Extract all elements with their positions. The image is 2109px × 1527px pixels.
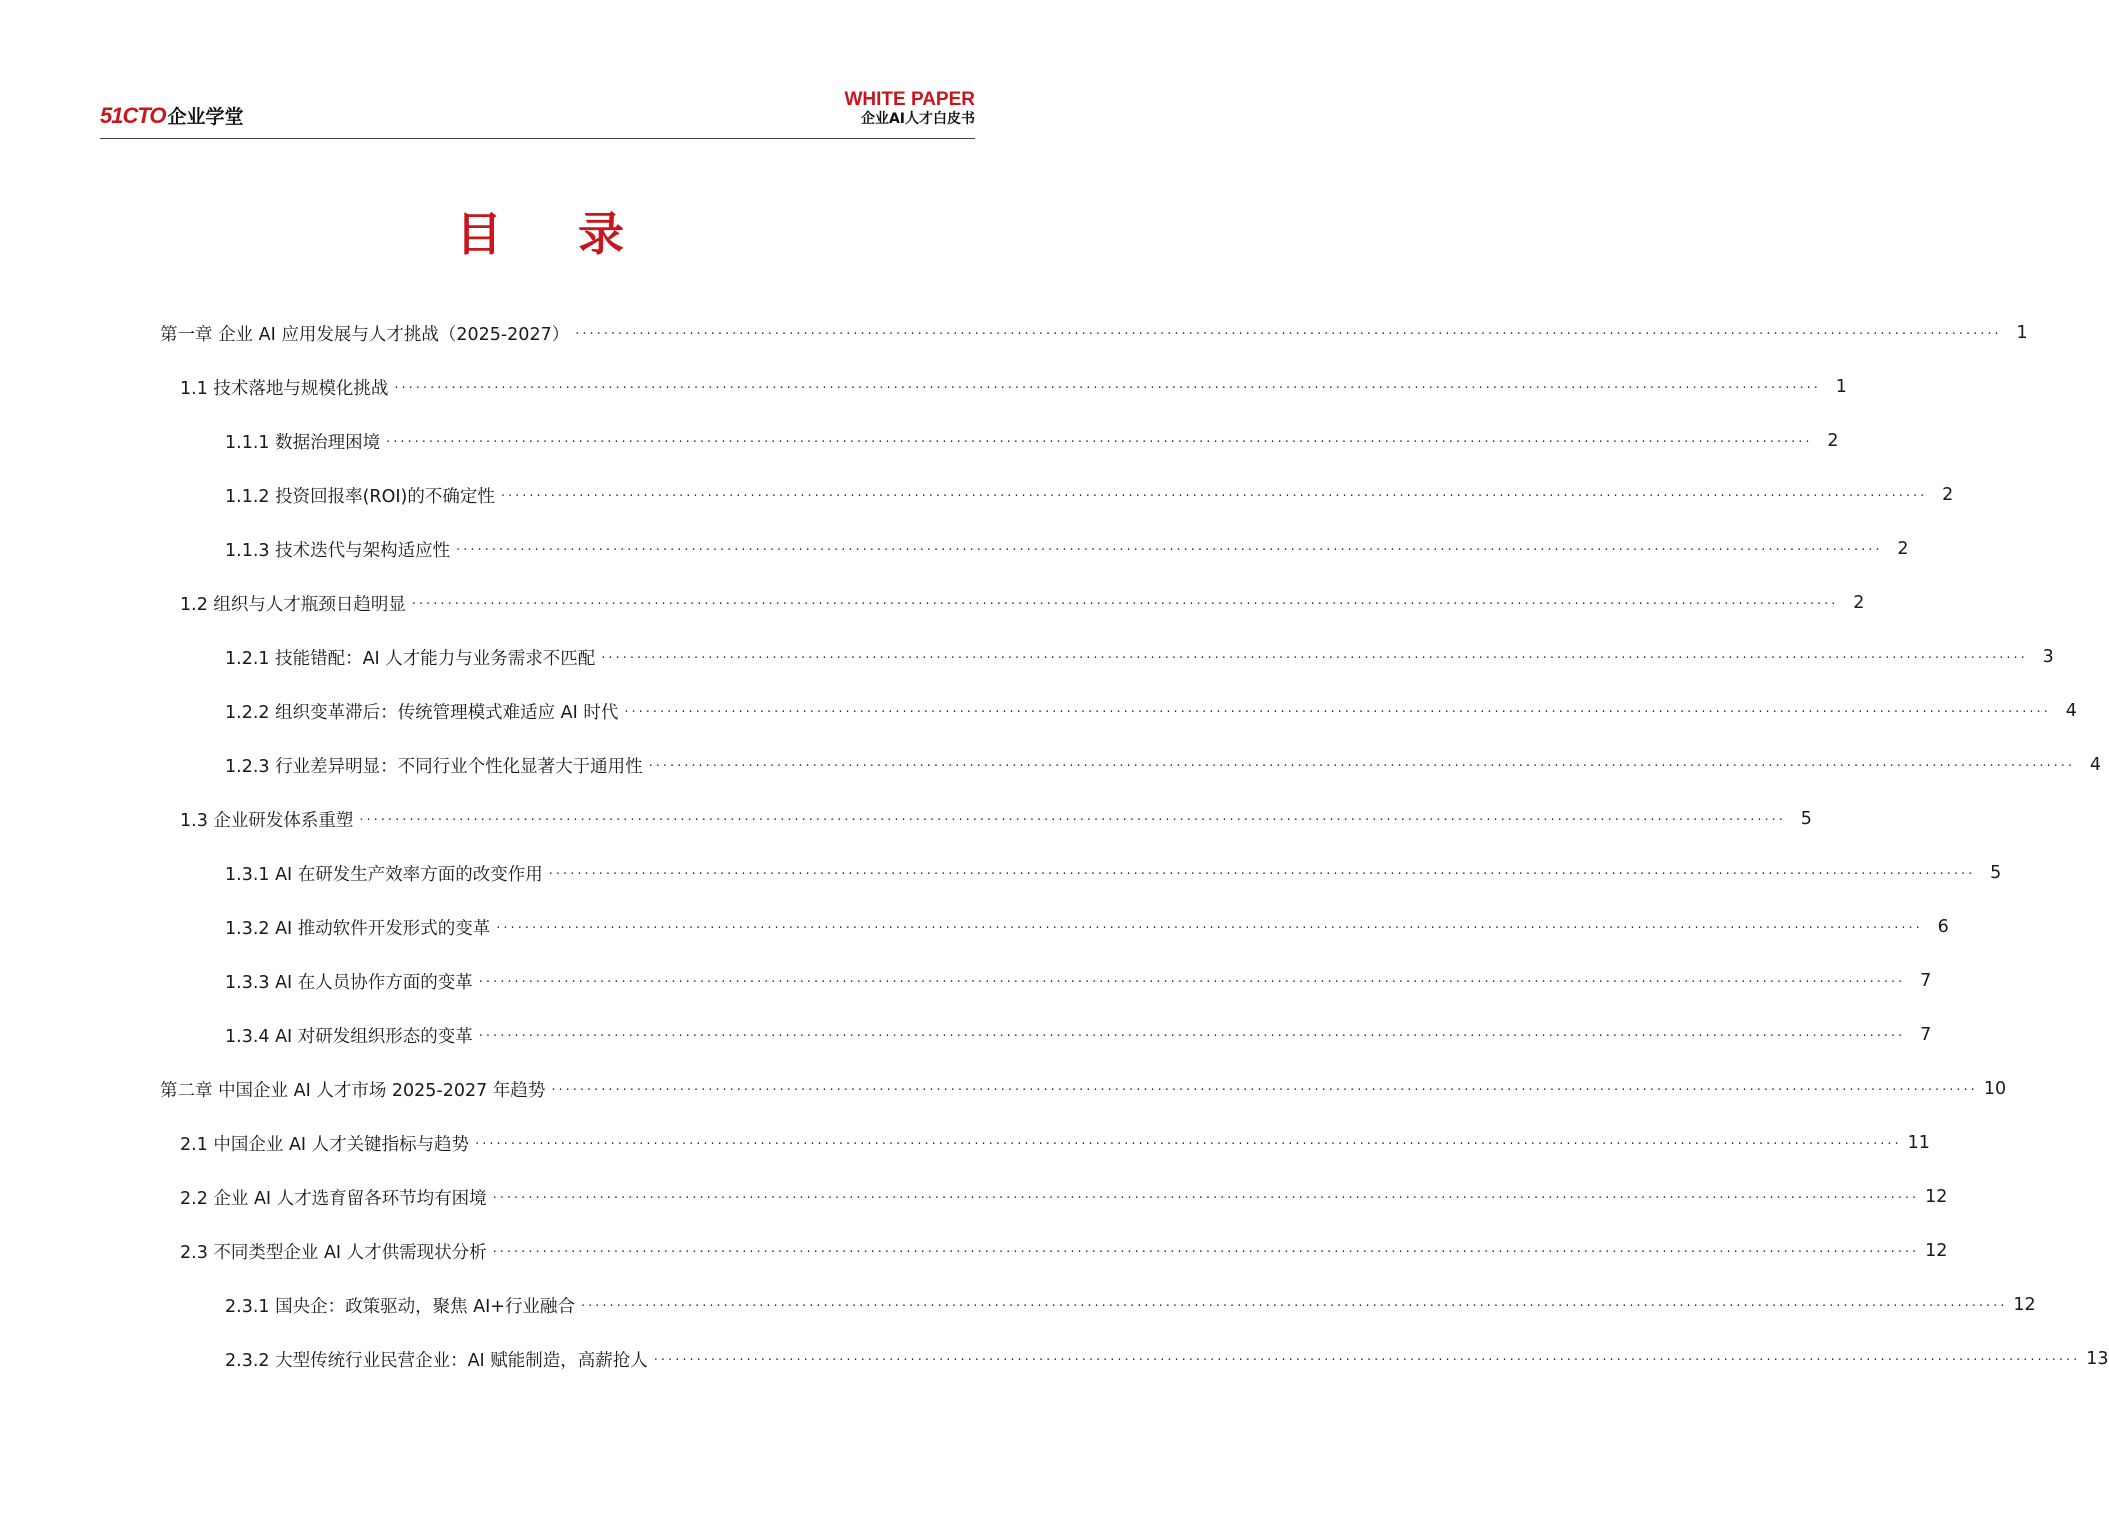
toc-entry[interactable]: [225, 534, 1909, 564]
toc-entry-page: 2: [1897, 539, 1909, 559]
toc-entry[interactable]: [160, 318, 2028, 348]
toc-leader-dots: ········································································································································································································: [548, 866, 1976, 882]
toc-entry[interactable]: [180, 588, 1865, 618]
toc-entry-title: 1.3 企业研发体系重塑: [180, 810, 354, 831]
toc-leader-dots: ········································································································································································································: [551, 1082, 1978, 1098]
toc-entry-page: 2: [1853, 593, 1865, 613]
toc-entry-page: 6: [1937, 917, 1949, 937]
brand-name: 企业学堂: [167, 106, 244, 128]
toc-entry[interactable]: [160, 1074, 2007, 1104]
toc-entry-page: 4: [2089, 755, 2102, 775]
toc-leader-dots: ········································································································································································································: [580, 1298, 2008, 1314]
toc-entry-page: 2: [1827, 431, 1839, 451]
toc-leader-dots: ········································································································································································································: [478, 1028, 1906, 1044]
toc-entry[interactable]: [225, 1020, 1932, 1050]
brand-logo: [100, 102, 244, 129]
toc-entry-title: 1.1.2 投资回报率(ROI)的不确定性: [225, 486, 495, 507]
toc-entry-title: 1.3.4 AI 对研发组织形态的变革: [225, 1026, 473, 1047]
toc-leader-dots: ········································································································································································································: [394, 380, 1821, 396]
toc-entry[interactable]: [225, 1344, 2109, 1374]
toc-leader-dots: ········································································································································································································: [478, 974, 1906, 990]
toc-entry-page: 7: [1920, 971, 1932, 991]
toc-entry-title: 2.3.1 国央企：政策驱动，聚焦 AI+行业融合: [225, 1296, 575, 1317]
toc-entry-page: 12: [1925, 1241, 1948, 1261]
toc-entry-title: 1.1 技术落地与规模化挑战: [180, 378, 389, 399]
toc-entry[interactable]: [225, 642, 2054, 672]
toc-entry[interactable]: [180, 1128, 1930, 1158]
toc-leader-dots: ········································································································································································································: [601, 650, 2028, 666]
toc-entry-title: 第一章 企业 AI 应用发展与人才挑战（2025-2027）: [160, 324, 570, 345]
toc-entry[interactable]: [225, 966, 1932, 996]
toc-entry-page: 3: [2042, 647, 2054, 667]
toc-entry[interactable]: [225, 1290, 2036, 1320]
toc-entry[interactable]: [180, 372, 1847, 402]
toc-leader-dots: ········································································································································································································: [500, 488, 1928, 504]
toc-entry-title: 1.2.1 技能错配：AI 人才能力与业务需求不匹配: [225, 648, 596, 669]
toc-entry-page: 13: [2086, 1349, 2109, 1369]
toc-entry-page: 5: [1800, 809, 1812, 829]
toc-entry-title: 2.3 不同类型企业 AI 人才供需现状分析: [180, 1242, 487, 1263]
toc-entry[interactable]: [225, 426, 1839, 456]
white-paper-title: WHITE PAPER: [844, 89, 975, 110]
toc-entry-page: 11: [1907, 1133, 1930, 1153]
toc-entry-page: 12: [1925, 1187, 1948, 1207]
toc-leader-dots: ········································································································································································································: [475, 1136, 1902, 1152]
toc-leader-dots: ········································································································································································································: [492, 1244, 1920, 1260]
toc-title: 目 录: [455, 207, 654, 261]
toc-entry[interactable]: [225, 858, 2002, 888]
toc-entry-title: 1.2 组织与人才瓶颈日趋明显: [180, 594, 406, 615]
toc-leader-dots: ········································································································································································································: [624, 704, 2051, 720]
toc-entry-title: 1.3.2 AI 推动软件开发形式的变革: [225, 918, 491, 939]
toc-entry[interactable]: [225, 696, 2077, 726]
toc-entry[interactable]: [225, 912, 1949, 942]
toc-entry-page: 2: [1942, 485, 1954, 505]
white-paper-subtitle: 企业AI人才白皮书: [860, 111, 975, 127]
toc-leader-dots: ········································································································································································································: [575, 326, 2002, 342]
toc-entry-title: 1.2.2 组织变革滞后：传统管理模式难适应 AI 时代: [225, 702, 619, 723]
toc-entry-title: 2.2 企业 AI 人才选育留各环节均有困境: [180, 1188, 487, 1209]
toc-entry-page: 4: [2065, 701, 2077, 721]
toc-entry-page: 12: [2013, 1295, 2036, 1315]
brand-mark: 51CTO: [100, 103, 166, 128]
page-header: [100, 88, 975, 139]
toc-entry[interactable]: [180, 804, 1812, 834]
toc-entry-title: 第二章 中国企业 AI 人才市场 2025-2027 年趋势: [160, 1080, 546, 1101]
toc-leader-dots: ········································································································································································································: [496, 920, 1923, 936]
white-paper-label: [844, 90, 975, 128]
toc-entry-title: 1.3.1 AI 在研发生产效率方面的改变作用: [225, 864, 543, 885]
toc-entry-title: 1.1.1 数据治理困境: [225, 432, 381, 453]
toc-entry-title: 2.3.2 大型传统行业民营企业：AI 赋能制造，高薪抢人: [225, 1350, 648, 1371]
toc-leader-dots: ········································································································································································································: [386, 434, 1813, 450]
toc-leader-dots: ········································································································································································································: [648, 758, 2076, 774]
toc-entry-page: 1: [1835, 377, 1847, 397]
toc-leader-dots: ········································································································································································································: [492, 1190, 1920, 1206]
toc-entry-page: 5: [1990, 863, 2002, 883]
toc-entry-page: 7: [1920, 1025, 1932, 1045]
toc-entry[interactable]: [225, 480, 1954, 510]
toc-entry[interactable]: [180, 1182, 1948, 1212]
toc-entry-title: 2.1 中国企业 AI 人才关键指标与趋势: [180, 1134, 470, 1155]
toc-entry-page: 1: [2016, 323, 2028, 343]
toc-entry-title: 1.1.3 技术迭代与架构适应性: [225, 540, 451, 561]
toc-entry[interactable]: [225, 750, 2102, 780]
toc-entry[interactable]: [180, 1236, 1948, 1266]
toc-entry-title: 1.2.3 行业差异明显：不同行业个性化显著大于通用性: [225, 756, 643, 777]
toc-leader-dots: ········································································································································································································: [411, 596, 1839, 612]
toc-leader-dots: ········································································································································································································: [359, 812, 1786, 828]
toc-entry-title: 1.3.3 AI 在人员协作方面的变革: [225, 972, 473, 993]
toc-leader-dots: ········································································································································································································: [653, 1352, 2081, 1368]
toc-entry-page: 10: [1983, 1079, 2007, 1099]
toc-leader-dots: ········································································································································································································: [456, 542, 1883, 558]
